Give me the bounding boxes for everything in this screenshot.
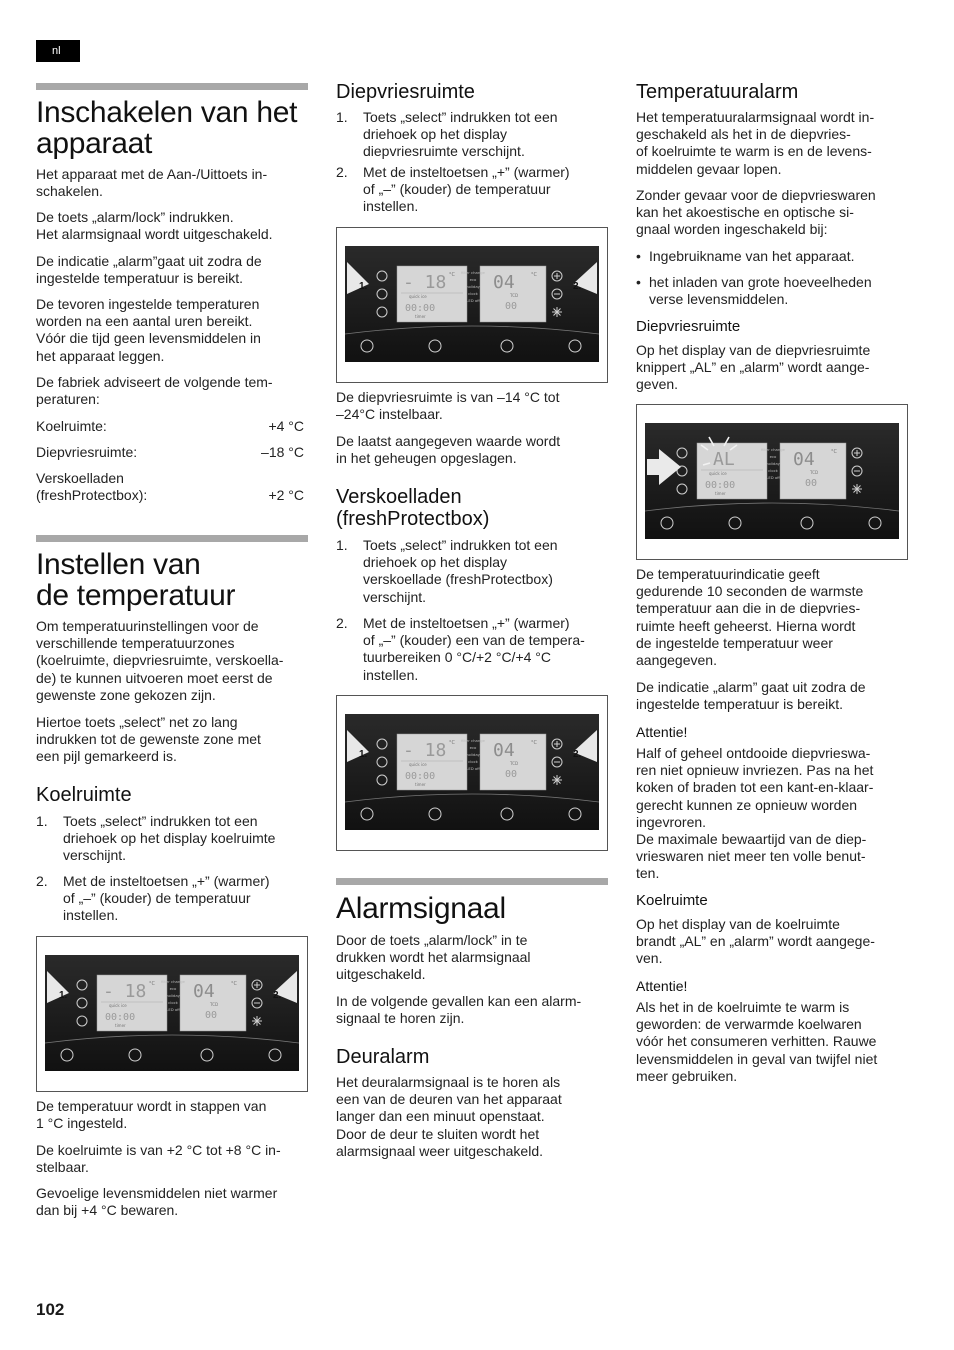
control-panel-image xyxy=(345,714,599,830)
fresh-temp-readout: 00 xyxy=(205,1010,218,1021)
step-label: 1. xyxy=(59,990,68,1001)
paragraph: Half of geheel ontdooide diepvrieswa- ren niet opnieuw invriezen. Pas na het koken of braden tot een kant-en-klaar- gerecht kunnen ze opnieuw worden ingevroren. De maximale bewaartijd van de diep- vrieswaren niet meer ten volle benut- ten. xyxy=(636,745,874,882)
freezer-temp-readout: - 18 xyxy=(403,740,447,761)
figure-verskoelladen xyxy=(336,695,608,851)
mode-label: filter change xyxy=(160,979,186,984)
mode-label: holiday xyxy=(466,752,480,757)
fridge-temp-readout: 04 xyxy=(793,449,815,470)
clock-readout: 00:00 xyxy=(105,1012,136,1023)
section-title-temperature: Instellen van de temperatuur xyxy=(36,548,236,612)
page-number: 102 xyxy=(36,1300,65,1319)
mode-label: eco xyxy=(469,745,477,750)
timer-label: timer xyxy=(415,782,426,787)
step-label: 1. xyxy=(359,281,368,292)
panel-background xyxy=(45,955,299,1071)
figure-diepvriesruimte xyxy=(336,227,608,383)
fridge-temp-readout: 04 xyxy=(493,740,515,761)
spec-row: Koelruimte: +4 °C xyxy=(36,418,304,434)
unit-label: °C xyxy=(531,740,537,746)
timer-label: timer xyxy=(415,314,426,319)
attention-label: Attentie! xyxy=(636,978,688,994)
unit-label: °C xyxy=(449,272,455,278)
control-panel-image xyxy=(45,955,299,1071)
clock-readout: 00:00 xyxy=(405,303,436,314)
mode-label: filter change xyxy=(760,447,786,452)
subheading-koelruimte: Koelruimte xyxy=(636,892,708,909)
mode-label: filter change xyxy=(460,738,486,743)
subheading-diepvriesruimte: Diepvriesruimte xyxy=(636,318,741,335)
paragraph: Als het in de koelruimte te warm is geworden: de verwarmde koelwaren vóór het consumeren verhitten. Rauwe levensmiddelen in geval van twijfel niet meer gebruiken. xyxy=(636,999,878,1084)
paragraph: De indicatie „alarm”gaat uit zodra de ingestelde temperatuur is bereikt. xyxy=(36,253,262,287)
mode-label: clock xyxy=(168,1000,178,1005)
unit-label: °C xyxy=(149,981,155,987)
fresh-temp-readout: 00 xyxy=(505,301,518,312)
heading-koelruimte: Koelruimte xyxy=(36,784,132,806)
tcd-label: TCD xyxy=(210,1002,219,1007)
paragraph: De toets „alarm/lock” indrukken. Het alarmsignaal wordt uitgeschakeld. xyxy=(36,209,273,243)
control-panel-image xyxy=(345,246,599,362)
paragraph: De diepvriesruimte is van –14 °C tot –24°C instelbaar. xyxy=(336,389,560,423)
section-title-on: Inschakelen van het apparaat xyxy=(36,96,298,160)
alarm-readout: AL xyxy=(713,449,735,470)
step-label: 2. xyxy=(273,990,282,1001)
tcd-label: TCD xyxy=(510,293,519,298)
timer-label: timer xyxy=(715,491,726,496)
mode-label: holiday xyxy=(766,461,780,466)
paragraph: De temperatuur wordt in stappen van 1 °C ingesteld. xyxy=(36,1098,267,1132)
paragraph: Het apparaat met de Aan-/Uittoets in- schakelen. xyxy=(36,166,268,200)
tcd-label: TCD xyxy=(810,470,819,475)
snowflake-icon xyxy=(852,484,862,494)
heading-deuralarm: Deuralarm xyxy=(336,1046,430,1068)
figure-koelruimte xyxy=(36,936,308,1092)
paragraph: Om temperatuurinstellingen voor de verschillende temperatuurzones (koelruimte, diepvriesruimte, verskoella- de) te kunnen uitvoeren moet eerst de gewenste zone gekozen zijn. xyxy=(36,618,284,703)
paragraph: De fabriek adviseert de volgende tem- peraturen: xyxy=(36,374,273,408)
mode-label: clock xyxy=(468,759,478,764)
language-tag: nl xyxy=(36,40,80,62)
freezer-temp-readout: - 18 xyxy=(103,981,147,1002)
step-label: 2. xyxy=(573,749,582,760)
snowflake-icon xyxy=(252,1016,262,1026)
timer-label: timer xyxy=(115,1023,126,1028)
heading-diepvriesruimte: Diepvriesruimte xyxy=(336,81,475,103)
paragraph: De tevoren ingestelde temperaturen worden na een aantal uren bereikt. Vóór die tijd geen levensmiddelen in het apparaat leggen. xyxy=(36,296,261,364)
control-panel-image xyxy=(645,423,899,539)
quickice-label: quick ice xyxy=(409,762,427,767)
mode-label: eco xyxy=(169,986,177,991)
paragraph: Gevoelige levensmiddelen niet warmer dan bij +4 °C bewaren. xyxy=(36,1185,278,1219)
paragraph: Op het display van de diepvriesruimte knippert „AL” en „alarm” wordt aange- geven. xyxy=(636,342,871,393)
mode-label: clock xyxy=(468,291,478,296)
fresh-temp-readout: 00 xyxy=(505,769,518,780)
fridge-temp-readout: 04 xyxy=(493,272,515,293)
paragraph: De temperatuurindicatie geeft gedurende 10 seconden de warmste temperatuur aan die in de diepvries- ruimte heeft geheerst. Hierna wordt de ingestelde temperatuur weer aangegeven. xyxy=(636,566,864,669)
section-title-alarm: Alarmsignaal xyxy=(336,892,506,925)
panel-background xyxy=(345,714,599,830)
step-label: 2. xyxy=(573,281,582,292)
paragraph: De indicatie „alarm” gaat uit zodra de ingestelde temperatuur is bereikt. xyxy=(636,679,866,713)
paragraph: Op het display van de koelruimte brandt „AL” en „alarm” wordt aangege- ven. xyxy=(636,916,875,967)
clock-readout: 00:00 xyxy=(705,480,736,491)
mode-label: LED off xyxy=(766,475,780,480)
paragraph: De laatst aangegeven waarde wordt in het geheugen opgeslagen. xyxy=(336,433,561,467)
unit-label: °C xyxy=(531,272,537,278)
section-rule xyxy=(36,535,308,542)
freezer-temp-readout: - 18 xyxy=(403,272,447,293)
tcd-label: TCD xyxy=(510,761,519,766)
mode-label: holiday xyxy=(166,993,180,998)
paragraph: Het deuralarmsignaal is te horen als een van de deuren van het apparaat langer dan een minuut openstaat. Door de deur te sluiten wordt het alarmsignaal weer uitgeschakeld. xyxy=(336,1074,562,1159)
snowflake-icon xyxy=(552,775,562,785)
clock-readout: 00:00 xyxy=(405,771,436,782)
mode-label: eco xyxy=(469,277,477,282)
paragraph: Door de toets „alarm/lock” in te drukken wordt het alarmsignaal uitgeschakeld. xyxy=(336,932,531,983)
fresh-temp-readout: 00 xyxy=(805,478,818,489)
quickice-label: quick ice xyxy=(409,294,427,299)
spec-row: Verskoelladen (freshProtectbox): +2 °C xyxy=(36,470,304,504)
paragraph: In de volgende gevallen kan een alarm- signaal te horen zijn. xyxy=(336,993,582,1027)
panel-background xyxy=(345,246,599,362)
snowflake-icon xyxy=(552,307,562,317)
figure-alarm xyxy=(636,404,908,560)
quickice-label: quick ice xyxy=(109,1003,127,1008)
heading-temperatuuralarm: Temperatuuralarm xyxy=(636,81,799,103)
paragraph: Zonder gevaar voor de diepvrieswaren kan het akoestische en optische si- gnaal worden ingeschakeld bij: xyxy=(636,187,876,238)
mode-label: LED off xyxy=(466,298,480,303)
spec-row: Diepvriesruimte: –18 °C xyxy=(36,444,304,460)
section-rule xyxy=(36,83,308,90)
unit-label: °C xyxy=(449,740,455,746)
unit-label: °C xyxy=(831,449,837,455)
section-rule xyxy=(336,878,608,885)
mode-label: LED off xyxy=(466,766,480,771)
mode-label: LED off xyxy=(166,1007,180,1012)
mode-label: clock xyxy=(768,468,778,473)
paragraph: Hiertoe toets „select” net zo lang indrukken tot de gewenste zone met een pijl gemarkeerd is. xyxy=(36,714,261,765)
fridge-temp-readout: 04 xyxy=(193,981,215,1002)
unit-label: °C xyxy=(231,981,237,987)
quickice-label: quick ice xyxy=(709,471,727,476)
paragraph: De koelruimte is van +2 °C tot +8 °C in- stelbaar. xyxy=(36,1142,281,1176)
mode-label: eco xyxy=(769,454,777,459)
panel-background xyxy=(645,423,899,539)
attention-label: Attentie! xyxy=(636,724,688,740)
paragraph: Het temperatuuralarmsignaal wordt in- geschakeld als het in de diepvries- of koelruimte te warm is en de levens- middelen gevaar lopen. xyxy=(636,109,875,177)
step-label: 1. xyxy=(359,749,368,760)
mode-label: filter change xyxy=(460,270,486,275)
heading-verskoelladen: Verskoelladen (freshProtectbox) xyxy=(336,486,490,530)
mode-label: holiday xyxy=(466,284,480,289)
